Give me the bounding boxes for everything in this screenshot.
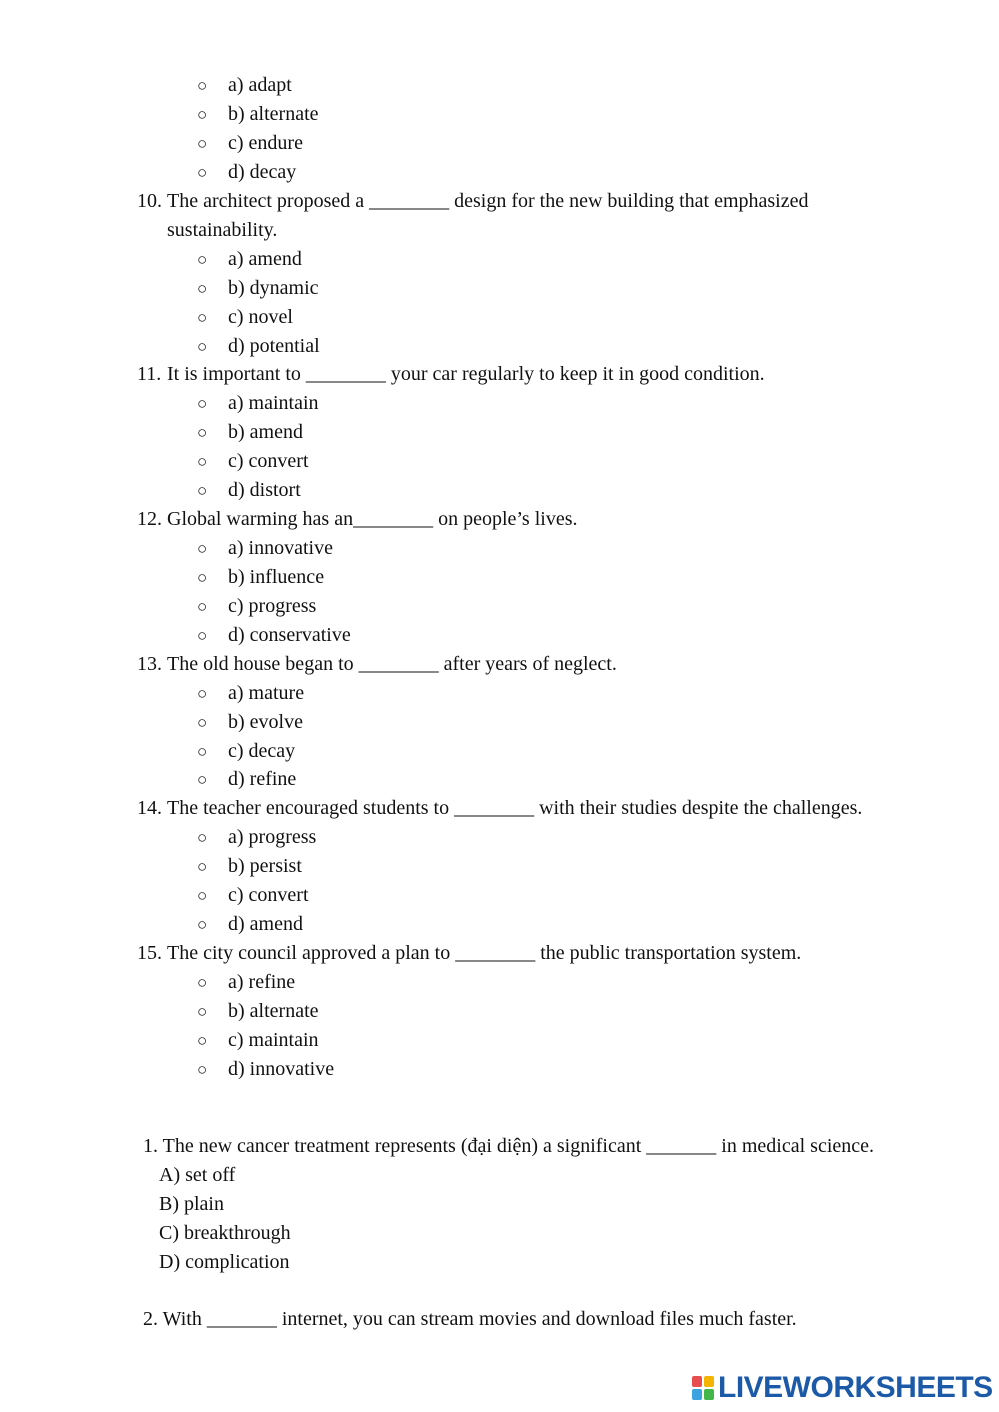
bullet-icon: ○ bbox=[197, 423, 208, 442]
bullet-icon: ○ bbox=[197, 105, 208, 124]
bullet-icon: ○ bbox=[197, 394, 208, 413]
bullet-icon: ○ bbox=[197, 915, 208, 934]
bullet-icon: ○ bbox=[197, 1002, 208, 1021]
bullet-icon: ○ bbox=[197, 134, 208, 153]
bullet-icon: ○ bbox=[197, 684, 208, 703]
bullet-icon: ○ bbox=[197, 250, 208, 269]
bullet-icon: ○ bbox=[197, 76, 208, 95]
logo-mark-icon bbox=[692, 1376, 714, 1400]
bullet-icon: ○ bbox=[197, 770, 208, 789]
bullet-icon: ○ bbox=[197, 279, 208, 298]
bullet-icon: ○ bbox=[197, 857, 208, 876]
logo-square-red bbox=[692, 1376, 702, 1387]
logo-square-blue bbox=[692, 1389, 702, 1400]
bullet-icon: ○ bbox=[197, 452, 208, 471]
bullet-icon: ○ bbox=[197, 742, 208, 761]
logo-square-green bbox=[704, 1389, 714, 1400]
bullet-icon: ○ bbox=[197, 597, 208, 616]
logo-text: LIVEWORKSHEETS bbox=[718, 1371, 993, 1404]
bullet-icon: ○ bbox=[197, 973, 208, 992]
bullet-icon: ○ bbox=[197, 626, 208, 645]
bullet-icon: ○ bbox=[197, 308, 208, 327]
bullet-icon: ○ bbox=[197, 337, 208, 356]
bullet-icon: ○ bbox=[197, 481, 208, 500]
liveworksheets-logo bbox=[692, 1372, 993, 1404]
bullet-icon: ○ bbox=[197, 163, 208, 182]
bullet-icon: ○ bbox=[197, 539, 208, 558]
bullet-icon: ○ bbox=[197, 828, 208, 847]
bullet-icon: ○ bbox=[197, 1060, 208, 1079]
bullet-icon: ○ bbox=[197, 568, 208, 587]
logo-square-yellow bbox=[704, 1376, 714, 1387]
bullet-icon: ○ bbox=[197, 1031, 208, 1050]
bullet-icon: ○ bbox=[197, 713, 208, 732]
bullet-icon: ○ bbox=[197, 886, 208, 905]
